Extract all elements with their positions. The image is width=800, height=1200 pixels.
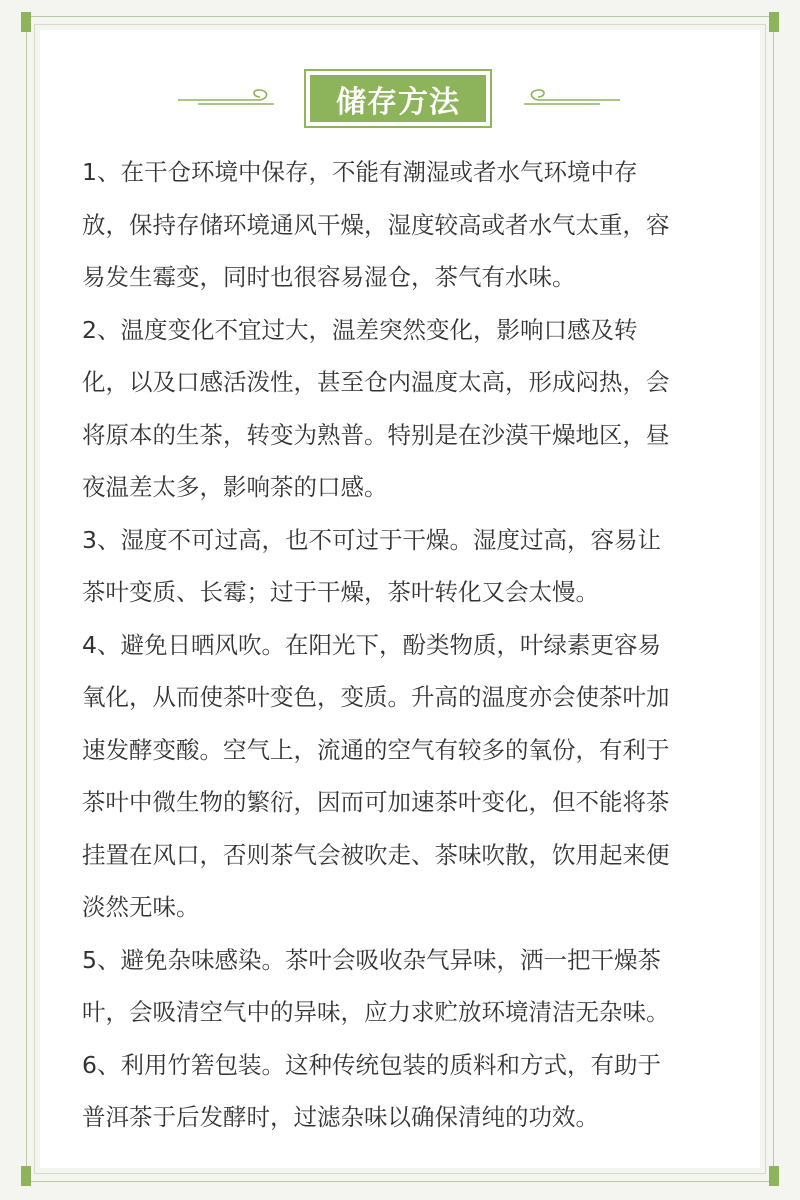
section-title: 储存方法 bbox=[310, 75, 486, 122]
storage-method-6: 6、利用竹箬包装。这种传统包装的质料和方式，有助于 普洱茶于后发酵时，过滤杂味以确保清纯的功效。 bbox=[82, 1050, 661, 1131]
title-ornament-right-icon bbox=[512, 85, 622, 111]
storage-method-2: 2、温度变化不宜过大，温差突然变化，影响口感及转 化，以及口感活泼性，甚至仓内温度太高，形成闷热，会 将原本的生茶，转变为熟普。特别是在沙漠干燥地区，昼 夜温差太多，影响茶的口感。 bbox=[82, 315, 670, 501]
storage-method-4: 4、避免日晒风吹。在阳光下，酚类物质，叶绿素更容易 氧化，从而使茶叶变色，变质。升高的温度亦会使茶叶加 速发酵变酸。空气上，流通的空气有较多的氧份，有利于 茶叶中微生物的繁衍，因而可加速茶叶变化，但不能将茶 挂置在风口，否则茶气会被吹走、茶味吹散，饮用起来便 淡然无味。 bbox=[82, 630, 670, 921]
title-ornament-left-icon bbox=[176, 85, 286, 111]
storage-method-1: 1、在干仓环境中保存，不能有潮湿或者水气环境中存 放，保持存储环境通风干燥，湿度较高或者水气太重，容 易发生霉变，同时也很容易湿仓，茶气有水味。 bbox=[82, 158, 670, 291]
corner-ornament-bottom-right bbox=[769, 1166, 779, 1186]
corner-ornament-top-left bbox=[21, 12, 31, 32]
corner-ornament-bottom-left bbox=[21, 1166, 31, 1186]
storage-method-3: 3、湿度不可过高，也不可过于干燥。湿度过高，容易让 茶叶变质、长霉；过于干燥，茶叶转化又会太慢。 bbox=[82, 525, 661, 606]
storage-methods-list bbox=[82, 146, 742, 1144]
corner-ornament-top-right bbox=[769, 12, 779, 32]
section-title-box bbox=[304, 69, 492, 128]
storage-method-5: 5、避免杂味感染。茶叶会吸收杂气异味，洒一把干燥茶 叶，会吸清空气中的异味，应力求贮放环境清洁无杂味。 bbox=[82, 945, 670, 1026]
